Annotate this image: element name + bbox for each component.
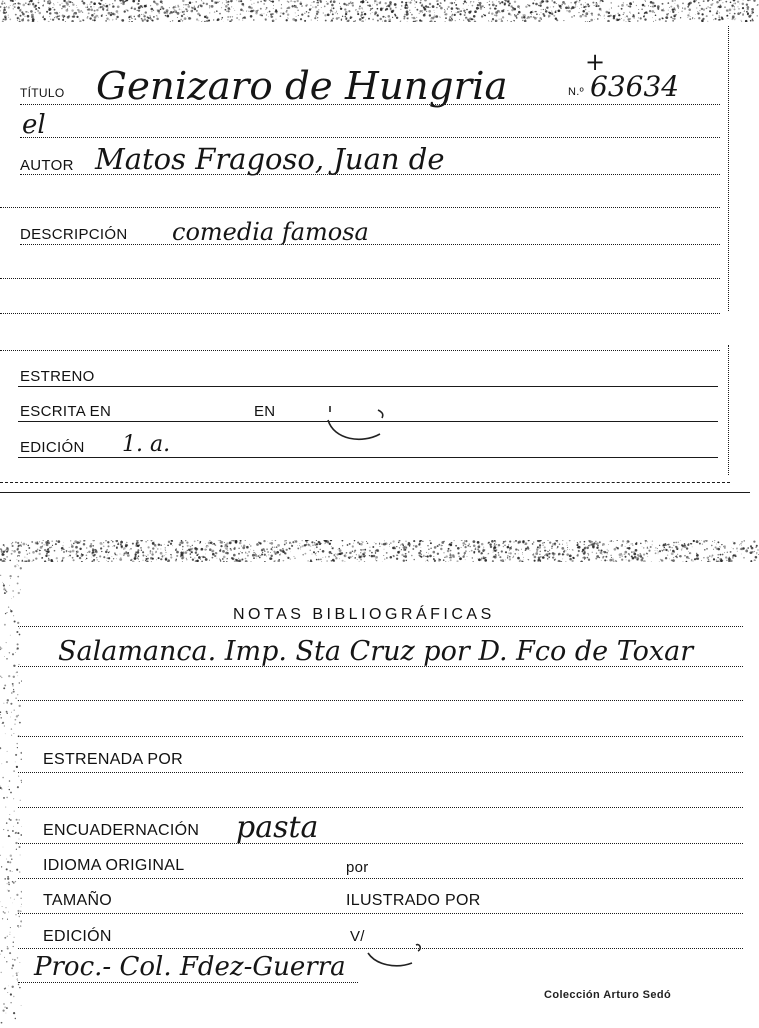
rule xyxy=(20,104,720,105)
rule xyxy=(18,457,718,458)
rule xyxy=(20,174,720,175)
rule xyxy=(18,807,743,808)
card-edge xyxy=(728,26,729,311)
scan-noise-top xyxy=(0,540,759,562)
label-v: V/ xyxy=(350,928,365,945)
label-escrita-en: ESCRITA EN xyxy=(20,403,112,420)
catalog-card-back xyxy=(0,540,759,1028)
label-en: EN xyxy=(254,403,276,420)
rule xyxy=(20,137,720,138)
label-descripcion: DESCRIPCIÓN xyxy=(20,226,128,243)
label-autor: AUTOR xyxy=(20,157,74,174)
rule xyxy=(18,948,743,949)
descripcion-value: comedia famosa xyxy=(172,218,369,246)
rule xyxy=(18,772,743,773)
label-titulo: TÍTULO xyxy=(20,86,65,100)
rule xyxy=(18,913,743,914)
rule xyxy=(18,982,358,983)
scan-noise-left xyxy=(0,540,22,1028)
label-estreno: ESTRENO xyxy=(20,368,95,385)
titulo-continuation: el xyxy=(22,110,46,140)
label-ilustrado-por: ILUSTRADO POR xyxy=(346,892,481,909)
rule xyxy=(0,278,720,279)
label-por: por xyxy=(346,859,369,876)
rule xyxy=(0,350,720,351)
rule xyxy=(0,313,720,314)
label-idioma-original: IDIOMA ORIGINAL xyxy=(43,857,185,874)
notas-heading: NOTAS BIBLIOGRÁFICAS xyxy=(233,606,495,623)
rule xyxy=(18,700,743,701)
autor-value: Matos Fragoso, Juan de xyxy=(95,142,445,176)
procedencia-value: Proc.- Col. Fdez-Guerra xyxy=(34,952,346,982)
catalog-number: 63634 xyxy=(590,70,680,103)
rule xyxy=(18,626,743,627)
label-edicion: EDICIÓN xyxy=(20,439,85,456)
ink-mark xyxy=(366,935,430,975)
plus-mark: + xyxy=(585,48,606,76)
card-edge xyxy=(728,345,729,475)
ink-mark xyxy=(322,400,392,448)
rule xyxy=(18,878,743,879)
label-edicion-back: EDICIÓN xyxy=(43,928,112,945)
encuadernacion-value: pasta xyxy=(236,810,319,845)
notas-value: Salamanca. Imp. Sta Cruz por D. Fco de Toxar xyxy=(58,636,694,667)
card-bottom-edge xyxy=(0,492,750,493)
rule xyxy=(0,482,730,483)
rule xyxy=(18,736,743,737)
collection-credit: Colección Arturo Sedó xyxy=(544,989,672,1001)
rule xyxy=(20,244,720,245)
rule xyxy=(18,843,743,844)
rule xyxy=(0,207,720,208)
rule xyxy=(18,666,743,667)
titulo-value: Genizaro de Hungria xyxy=(96,64,508,108)
label-encuadernacion: ENCUADERNACIÓN xyxy=(43,822,200,839)
catalog-card-front xyxy=(0,0,759,495)
rule xyxy=(18,386,718,387)
scan-noise-top xyxy=(0,0,759,22)
label-estrenada-por: ESTRENADA POR xyxy=(43,751,183,768)
label-tamano: TAMAÑO xyxy=(43,892,113,909)
edicion-value: 1. a. xyxy=(122,432,171,457)
number-prefix: N.º xyxy=(568,86,584,98)
